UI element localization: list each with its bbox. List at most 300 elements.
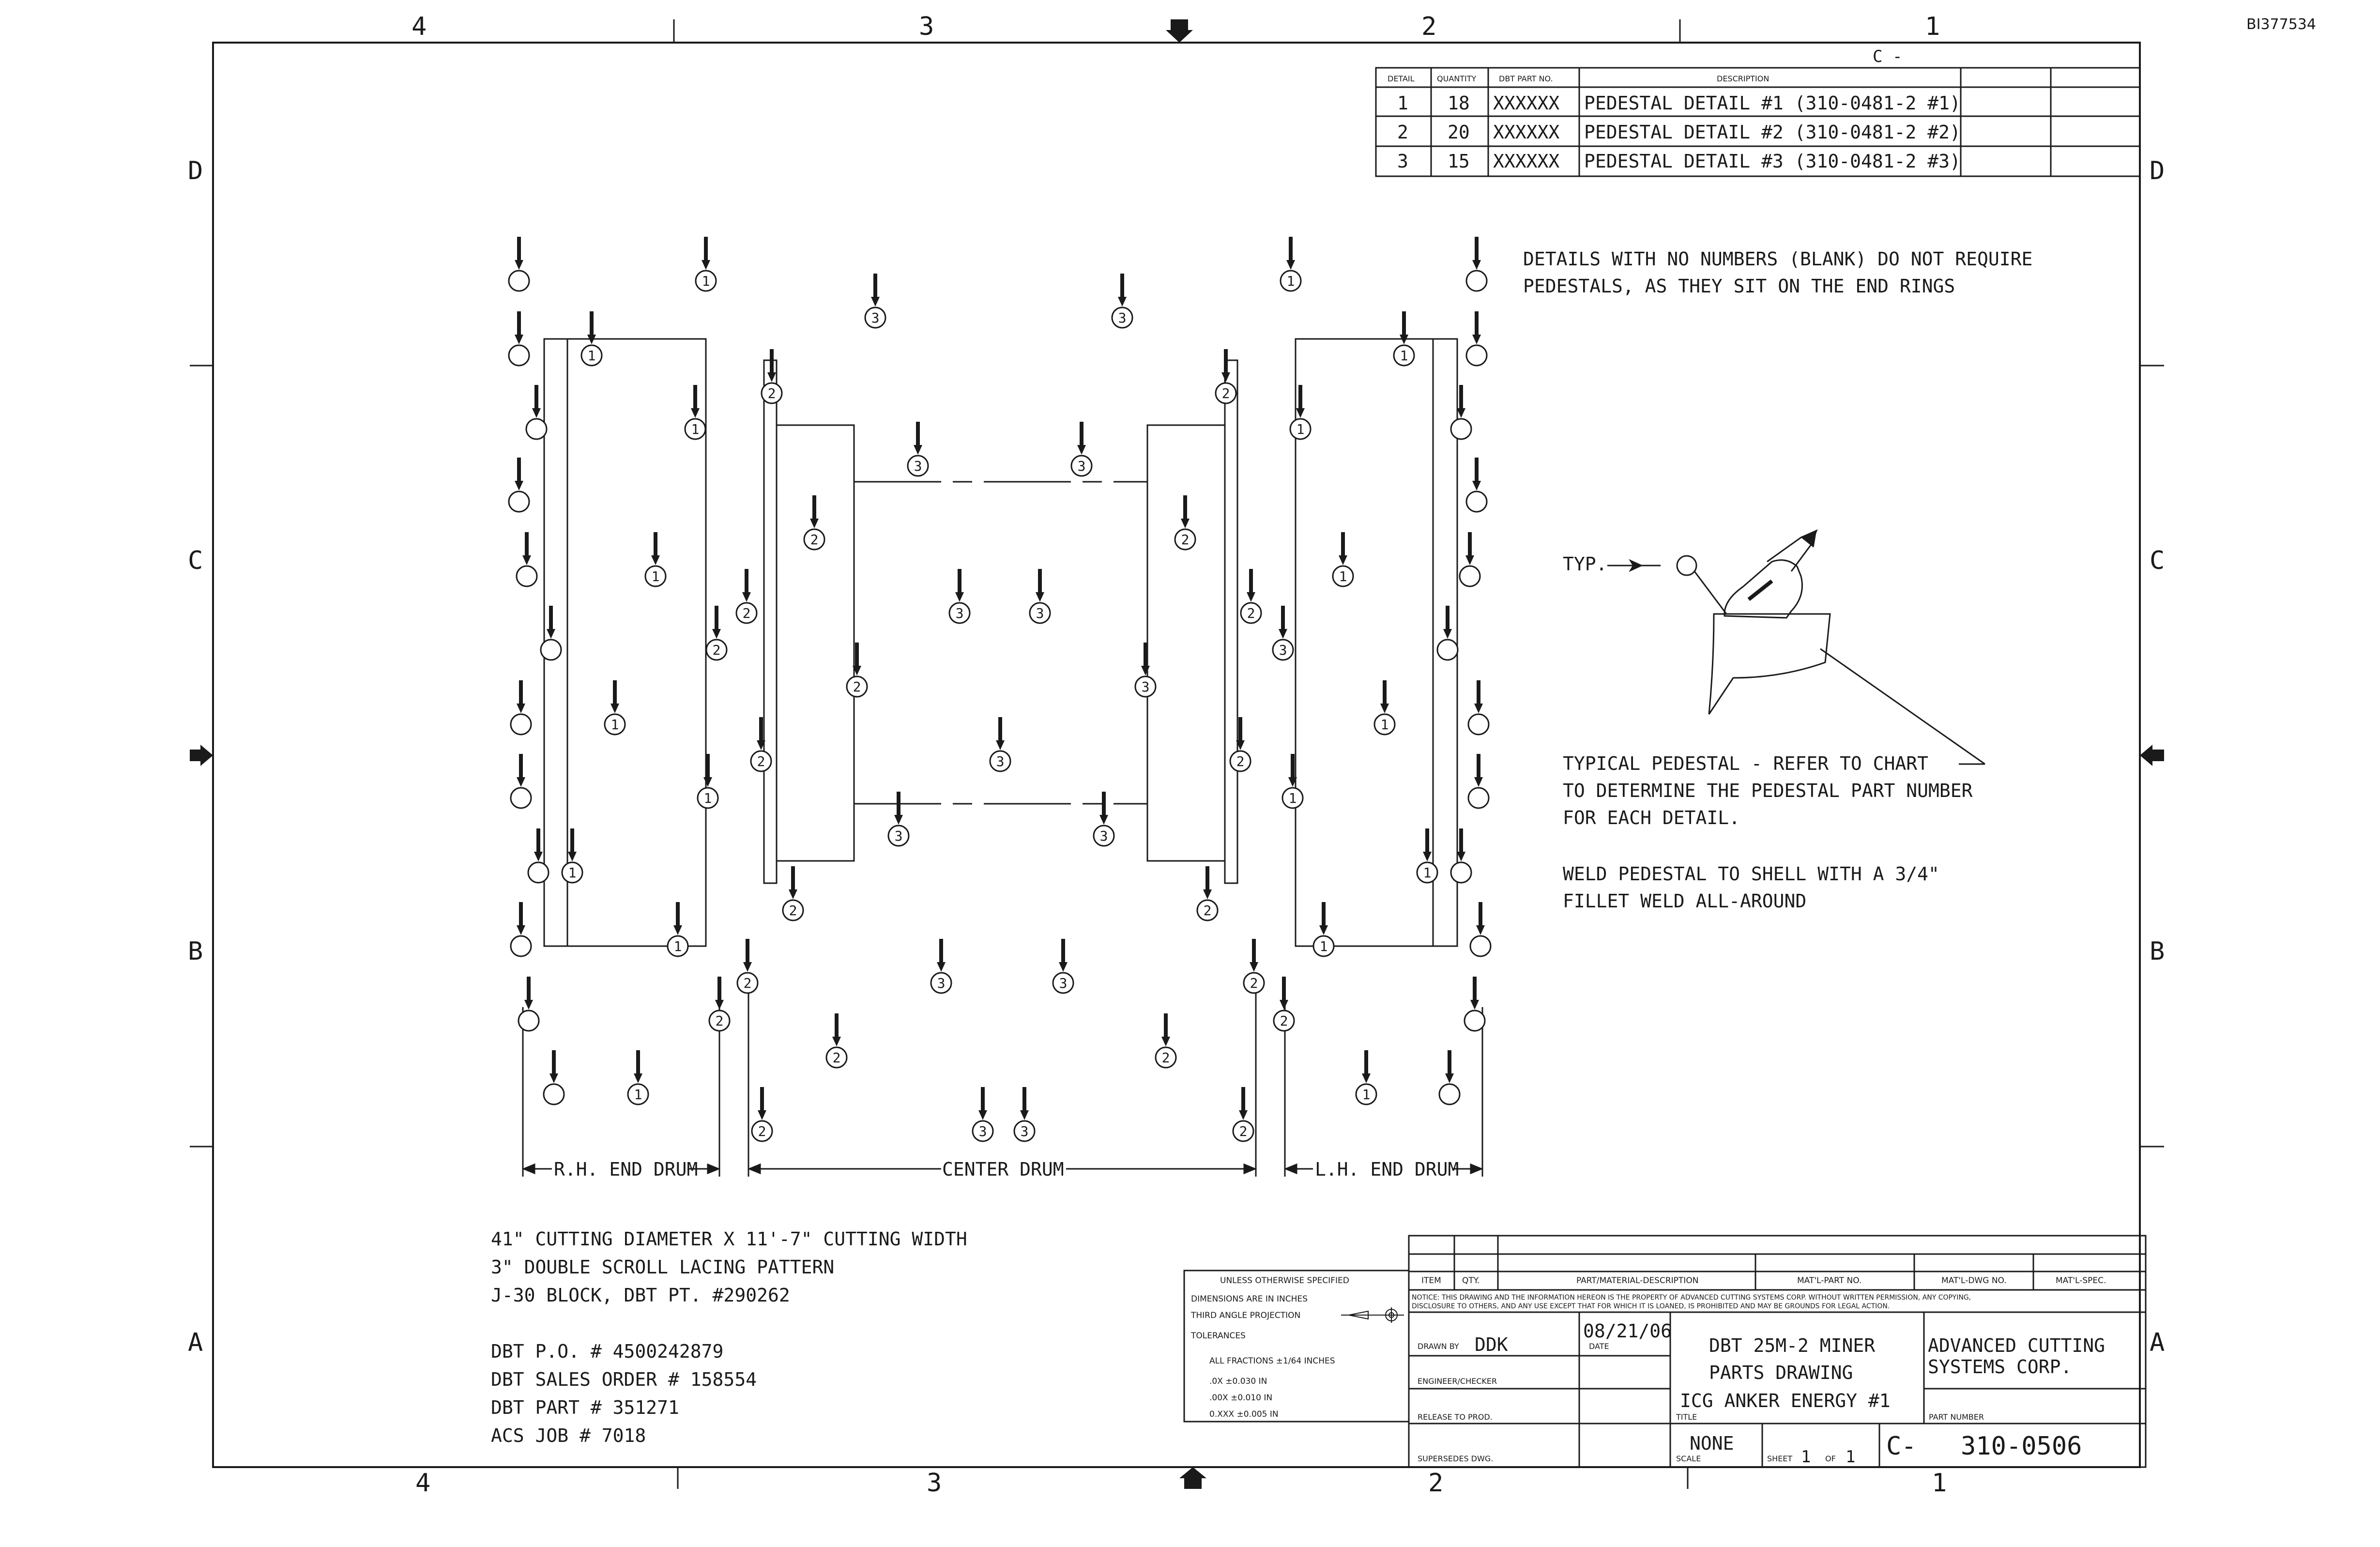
marker-arrowhead-icon (1161, 1037, 1170, 1046)
zone-row-left-C: C (188, 546, 203, 575)
note-weld-line2: FILLET WELD ALL-AROUND (1563, 890, 1807, 912)
marker-label: 1 (1286, 273, 1295, 289)
marker-arrow-icon (1477, 754, 1480, 778)
marker-arrow-icon (519, 680, 523, 705)
marker-label: 3 (1020, 1123, 1029, 1139)
table-row-2-qty: 20 (1448, 122, 1470, 143)
marker-arrow-icon (534, 385, 538, 409)
marker-circle (526, 419, 547, 439)
pedestal-marker-3 (1030, 569, 1050, 623)
marker-arrowhead-icon (1286, 260, 1295, 270)
tb-scale-label: SCALE (1676, 1454, 1701, 1463)
marker-arrow-icon (1448, 1050, 1451, 1074)
marker-arrowhead-icon (789, 889, 797, 899)
section-dimensions (523, 978, 1482, 1177)
pedestal-marker-2 (736, 569, 757, 623)
drum-outlines (544, 339, 1457, 946)
marker-arrow-icon (1205, 866, 1209, 890)
table-header-part: DBT PART NO. (1499, 74, 1553, 83)
marker-circle (509, 271, 529, 291)
marker-label: 1 (691, 421, 700, 437)
pedestal-marker-blank (1466, 458, 1487, 512)
marker-arrowhead-icon (1339, 555, 1347, 565)
marker-arrow-icon (1164, 1013, 1168, 1038)
pedestal-marker-2 (1241, 569, 1261, 623)
tb-col-spec: MAT'L-SPEC. (2056, 1276, 2106, 1286)
marker-arrowhead-icon (1280, 1000, 1288, 1010)
marker-circle (509, 345, 529, 366)
marker-arrowhead-icon (517, 925, 525, 935)
marker-arrowhead-icon (810, 519, 819, 528)
pedestal-table (1376, 47, 2140, 176)
pedestal-marker-1 (1333, 532, 1353, 586)
pedestal-marker-1 (562, 828, 582, 883)
zone-row-left-A: A (188, 1328, 203, 1357)
marker-arrowhead-icon (703, 777, 712, 787)
order-po: DBT P.O. # 4500242879 (491, 1341, 724, 1362)
tb-company-line2: SYSTEMS CORP. (1928, 1356, 2072, 1378)
marker-arrow-icon (1038, 569, 1042, 593)
pedestal-marker-blank (511, 754, 531, 808)
pedestal-marker-1 (628, 1050, 648, 1104)
note-typical-line2: TO DETERMINE THE PEDESTAL PART NUMBER (1563, 780, 1973, 801)
marker-arrow-icon (1446, 606, 1449, 630)
pedestal-marker-2 (1156, 1013, 1176, 1068)
pedestal-marker-3 (973, 1087, 993, 1141)
marker-arrow-icon (1252, 939, 1256, 963)
pedestal-marker-1 (645, 532, 666, 586)
marker-arrowhead-icon (1472, 335, 1481, 344)
marker-label: 1 (1296, 421, 1305, 437)
marker-label: 1 (634, 1087, 642, 1103)
pedestal-marker-2 (1197, 866, 1218, 920)
tb-col-item: ITEM (1421, 1276, 1441, 1286)
marker-arrowhead-icon (1141, 666, 1150, 675)
zone-col-bottom-3: 3 (927, 1469, 942, 1498)
marker-arrowhead-icon (524, 1000, 533, 1010)
tb-date: 08/21/06 (1583, 1320, 1672, 1342)
pedestal-marker-blank (1437, 606, 1458, 660)
marker-label: 3 (1141, 679, 1150, 695)
tb-projection: THIRD ANGLE PROJECTION (1191, 1311, 1301, 1320)
marker-arrowhead-icon (996, 740, 1005, 750)
marker-label: 2 (1239, 1123, 1248, 1139)
tb-supersedes-label: SUPERSEDES DWG. (1418, 1454, 1494, 1463)
marker-label: 2 (767, 385, 776, 401)
table-row-2-part: XXXXXX (1493, 122, 1560, 143)
pedestal-marker-1 (1313, 902, 1334, 956)
pedestal-marker-blank (528, 828, 549, 883)
pedestal-marker-2 (826, 1013, 847, 1068)
marker-arrow-icon (636, 1050, 640, 1074)
tb-drawing-no: 310-0506 (1961, 1432, 2082, 1461)
zone-col-bottom-1: 1 (1932, 1469, 1947, 1498)
order-info (491, 1341, 757, 1446)
marker-label: 2 (1236, 753, 1245, 769)
tb-part-number-label: PART NUMBER (1929, 1412, 1984, 1422)
tb-drawn-by: DDK (1475, 1334, 1508, 1355)
pedestal-marker-3 (908, 422, 928, 476)
marker-circle (1465, 1011, 1485, 1031)
zone-row-right-C: C (2150, 546, 2165, 575)
pedestal-marker-blank (1451, 385, 1471, 439)
note-blank-line1: DETAILS WITH NO NUMBERS (BLANK) DO NOT REQUIRE (1523, 248, 2033, 270)
tb-col-desc: PART/MATERIAL-DESCRIPTION (1576, 1276, 1699, 1286)
marker-circle (517, 566, 537, 586)
marker-arrow-icon (517, 458, 521, 482)
marker-circle (511, 936, 531, 956)
tb-notice-line1: NOTICE: THIS DRAWING AND THE INFORMATION HEREON IS THE PROPERTY OF ADVANCED CUTTING SYSTEMS CORP. WITHOUT WRITTEN PERMISSION, ANY COPYING, (1412, 1294, 1971, 1302)
tb-scale: NONE (1690, 1433, 1734, 1454)
marker-label: 3 (978, 1123, 987, 1139)
marker-arrowhead-icon (1099, 815, 1108, 825)
marker-arrowhead-icon (515, 481, 523, 490)
marker-arrowhead-icon (1465, 555, 1474, 565)
pedestal-marker-blank (1466, 237, 1487, 291)
marker-arrow-icon (706, 754, 710, 778)
pedestal-marker-1 (696, 237, 716, 291)
marker-arrow-icon (1425, 828, 1429, 853)
marker-arrow-icon (1475, 237, 1479, 261)
zone-col-top-3: 3 (919, 12, 934, 41)
zone-col-top-4: 4 (412, 12, 427, 41)
marker-label: 2 (715, 1013, 724, 1029)
marker-arrowhead-icon (1279, 629, 1287, 639)
marker-label: 1 (1400, 348, 1408, 364)
marker-arrow-icon (1241, 1087, 1245, 1111)
tb-dims: DIMENSIONS ARE IN INCHES (1191, 1294, 1308, 1304)
marker-arrow-icon (1282, 977, 1286, 1001)
marker-arrow-icon (1473, 977, 1477, 1001)
marker-arrowhead-icon (691, 408, 700, 418)
marker-arrowhead-icon (1380, 704, 1389, 713)
tb-engineer-label: ENGINEER/CHECKER (1418, 1377, 1497, 1386)
marker-arrowhead-icon (517, 704, 525, 713)
marker-arrowhead-icon (1239, 1110, 1248, 1120)
marker-label: 1 (673, 938, 682, 954)
tb-tolerances: TOLERANCES (1191, 1331, 1246, 1341)
marker-arrow-icon (715, 606, 718, 630)
table-row-1-qty: 18 (1448, 92, 1470, 114)
tb-sheet-label: SHEET (1767, 1454, 1793, 1463)
marker-arrow-icon (1022, 1087, 1026, 1111)
pedestal-marker-3 (888, 792, 909, 846)
marker-arrow-icon (1459, 828, 1463, 853)
marker-arrow-icon (1061, 939, 1065, 963)
marker-label: 1 (703, 790, 712, 806)
order-sales: DBT SALES ORDER # 158554 (491, 1369, 757, 1390)
pedestal-marker-blank (544, 1050, 564, 1104)
pedestal-marker-3 (1053, 939, 1073, 993)
marker-arrowhead-icon (522, 555, 531, 565)
marker-arrowhead-icon (1476, 925, 1485, 935)
marker-label: 3 (1077, 458, 1086, 474)
marker-label: 2 (1161, 1050, 1170, 1066)
pedestal-marker-2 (804, 495, 824, 550)
pedestal-marker-blank (517, 532, 537, 586)
marker-arrowhead-icon (894, 815, 903, 825)
marker-arrow-icon (717, 977, 721, 1001)
table-row-1-detail: 1 (1397, 92, 1408, 114)
tb-fractions: ALL FRACTIONS ±1/64 INCHES (1209, 1356, 1335, 1366)
pedestal-marker-2 (706, 606, 727, 660)
marker-arrowhead-icon (914, 445, 922, 455)
pedestal-marker-1 (668, 902, 688, 956)
marker-arrowhead-icon (1445, 1073, 1454, 1083)
pedestal-marker-3 (1094, 792, 1114, 846)
pedestal-marker-blank (509, 458, 529, 512)
center-arrow-top-icon (1166, 19, 1193, 43)
tb-notice-line2: DISCLOSURE TO OTHERS, AND ANY USE EXCEPT THAT FOR WHICH IT IS LOANED, IS PROHIBITED AND MAY BE GROUNDS FOR LEGAL ACTION. (1412, 1302, 1890, 1310)
table-row-3-qty: 15 (1448, 151, 1470, 172)
marker-arrowhead-icon (715, 1000, 724, 1010)
tb-title-line2: PARTS DRAWING (1709, 1362, 1853, 1383)
marker-arrow-icon (549, 606, 553, 630)
pedestal-marker-2 (847, 643, 867, 697)
pedestal-marker-blank (511, 902, 531, 956)
note-weld-line1: WELD PEDESTAL TO SHELL WITH A 3/4" (1563, 863, 1939, 885)
zone-col-bottom-2: 2 (1428, 1469, 1444, 1498)
note-typ: TYP. (1563, 553, 1607, 575)
end-drum-dashes (703, 339, 1296, 946)
marker-arrowhead-icon (832, 1037, 841, 1046)
pedestal-marker-blank (519, 977, 539, 1031)
table-header-description: DESCRIPTION (1717, 74, 1770, 83)
marker-label: 1 (1380, 717, 1389, 733)
pedestal-marker-1 (605, 680, 625, 735)
marker-circle (1466, 345, 1487, 366)
marker-label: 3 (937, 975, 946, 991)
marker-arrow-icon (1120, 274, 1124, 298)
marker-circle (519, 1011, 539, 1031)
order-part: DBT PART # 351271 (491, 1397, 679, 1418)
marker-arrowhead-icon (1181, 519, 1190, 528)
marker-arrow-icon (525, 532, 529, 556)
marker-label: 1 (1288, 790, 1297, 806)
marker-arrow-icon (1080, 422, 1083, 446)
marker-arrow-icon (897, 792, 900, 816)
pedestal-marker-3 (931, 939, 951, 993)
marker-arrow-icon (873, 274, 877, 298)
pedestal-marker-blank (1468, 680, 1489, 735)
marker-arrow-icon (759, 717, 763, 741)
pedestal-marker-blank (1439, 1050, 1460, 1104)
marker-arrowhead-icon (568, 852, 577, 861)
zone-row-right-B: B (2150, 937, 2165, 966)
marker-label: 1 (1423, 865, 1432, 881)
marker-circle (1437, 640, 1458, 660)
table-row-2-detail: 2 (1397, 122, 1408, 143)
pedestal-shell-icon (1709, 614, 1830, 714)
marker-arrow-icon (939, 939, 943, 963)
marker-arrowhead-icon (937, 962, 946, 972)
marker-arrow-icon (704, 237, 708, 261)
zone-row-right-A: A (2150, 1328, 2165, 1357)
marker-arrow-icon (1364, 1050, 1368, 1074)
spec-line2: 3" DOUBLE SCROLL LACING PATTERN (491, 1256, 835, 1278)
tb-tol-xx: .00X ±0.010 IN (1209, 1393, 1273, 1403)
marker-arrow-icon (855, 643, 859, 667)
drum-specs (491, 1228, 967, 1306)
marker-arrow-icon (746, 939, 749, 963)
marker-circle (509, 491, 529, 512)
marker-arrowhead-icon (1250, 962, 1258, 972)
pedestal-marker-2 (751, 717, 771, 771)
marker-label: 2 (810, 532, 819, 548)
marker-label: 3 (1279, 642, 1287, 658)
marker-arrowhead-icon (1077, 445, 1086, 455)
marker-label: 2 (712, 642, 721, 658)
marker-arrow-icon (1102, 792, 1106, 816)
pedestal-marker-3 (1273, 606, 1293, 660)
marker-label: 2 (1250, 975, 1258, 991)
marker-arrowhead-icon (634, 1073, 642, 1083)
tb-size: C- (1886, 1432, 1917, 1461)
marker-label: 2 (757, 753, 765, 769)
tb-col-partno: MAT'L-PART NO. (1797, 1276, 1862, 1286)
marker-arrow-icon (791, 866, 795, 890)
marker-label: 1 (1339, 568, 1347, 584)
tb-company-line1: ADVANCED CUTTING (1928, 1335, 2105, 1356)
marker-label: 2 (742, 605, 751, 621)
note-typical-line3: FOR EACH DETAIL. (1563, 807, 1740, 828)
marker-arrow-icon (760, 1087, 764, 1111)
table-row-3-detail: 3 (1397, 151, 1408, 172)
marker-arrowhead-icon (549, 1073, 558, 1083)
typical-pedestal-illustration (1607, 531, 1985, 764)
marker-arrowhead-icon (515, 335, 523, 344)
tb-title-line1: DBT 25M-2 MINER (1709, 1335, 1876, 1356)
marker-label: 1 (702, 273, 710, 289)
marker-arrow-icon (1322, 902, 1326, 926)
marker-arrowhead-icon (1362, 1073, 1371, 1083)
marker-arrow-icon (613, 680, 617, 705)
marker-arrow-icon (552, 1050, 556, 1074)
pedestal-marker-3 (990, 717, 1010, 771)
pedestal-marker-2 (1233, 1087, 1253, 1141)
marker-circle (1460, 566, 1480, 586)
pedestal-marker-blank (509, 237, 529, 291)
marker-arrowhead-icon (517, 777, 525, 787)
marker-arrowhead-icon (742, 592, 751, 602)
marker-arrow-icon (1298, 385, 1302, 409)
marker-arrow-icon (1402, 311, 1406, 336)
marker-arrow-icon (1224, 349, 1228, 373)
pedestal-marker-blank (1470, 902, 1491, 956)
tb-title-line3: ICG ANKER ENERGY #1 (1680, 1390, 1891, 1411)
pedestal-marker-1 (1374, 680, 1395, 735)
marker-arrow-icon (1479, 902, 1482, 926)
marker-arrow-icon (745, 569, 748, 593)
table-row-3-part: XXXXXX (1493, 151, 1560, 172)
marker-arrowhead-icon (1423, 852, 1432, 861)
marker-arrowhead-icon (1118, 297, 1127, 306)
pedestal-marker-2 (737, 939, 758, 993)
marker-circle (1468, 788, 1489, 808)
marker-arrowhead-icon (1203, 889, 1212, 899)
marker-circle (1466, 271, 1487, 291)
table-header-detail: DETAIL (1388, 74, 1415, 83)
marker-arrowhead-icon (515, 260, 523, 270)
marker-arrowhead-icon (1472, 260, 1481, 270)
marker-label: 3 (894, 828, 903, 844)
tb-col-qty: QTY. (1462, 1276, 1480, 1286)
marker-arrow-icon (570, 828, 574, 853)
table-row-3-desc: PEDESTAL DETAIL #3 (310-0481-2 #3) (1584, 151, 1961, 172)
marker-arrowhead-icon (1443, 629, 1452, 639)
marker-arrow-icon (1477, 680, 1480, 705)
marker-arrowhead-icon (978, 1110, 987, 1120)
pedestal-marker-1 (1281, 237, 1301, 291)
marker-arrow-icon (590, 311, 594, 336)
marker-arrow-icon (981, 1087, 985, 1111)
marker-arrow-icon (1459, 385, 1463, 409)
marker-label: 2 (1280, 1013, 1288, 1029)
pedestal-marker-blank (1466, 311, 1487, 366)
table-row-2-desc: PEDESTAL DETAIL #2 (310-0481-2 #2) (1584, 122, 1961, 143)
pedestal-marker-blank (1451, 828, 1471, 883)
tb-col-dwg: MAT'L-DWG NO. (1941, 1276, 2007, 1286)
pedestal-marker-3 (1135, 643, 1156, 697)
marker-arrowhead-icon (767, 372, 776, 382)
marker-arrow-icon (1475, 458, 1479, 482)
marker-arrowhead-icon (1020, 1110, 1029, 1120)
zone-row-left-B: B (188, 937, 203, 966)
marker-label: 3 (1036, 605, 1044, 621)
section-label-lh: L.H. END DRUM (1315, 1159, 1459, 1180)
marker-arrow-icon (1341, 532, 1345, 556)
marker-arrow-icon (676, 902, 680, 926)
pedestal-marker-2 (783, 866, 803, 920)
zone-row-left-D: D (188, 156, 203, 185)
marker-label: 2 (1203, 903, 1212, 919)
marker-arrowhead-icon (1059, 962, 1068, 972)
marker-circle (528, 862, 549, 883)
marker-arrow-icon (998, 717, 1002, 741)
spec-line1: 41" CUTTING DIAMETER X 11'-7" CUTTING WIDTH (491, 1228, 967, 1250)
marker-arrow-icon (519, 902, 523, 926)
marker-circle (1451, 419, 1471, 439)
marker-arrow-icon (958, 569, 961, 593)
pedestal-marker-2 (1244, 939, 1264, 993)
marker-label: 1 (1319, 938, 1328, 954)
pedestal-marker-2 (709, 977, 730, 1031)
marker-circle (1466, 491, 1487, 512)
marker-circle (1439, 1084, 1460, 1104)
pedestal-marker-3 (1014, 1087, 1035, 1141)
pedestal-marker-1 (1417, 828, 1437, 883)
pedestal-marker-2 (752, 1087, 772, 1141)
table-revision: C - (1873, 47, 1903, 66)
pedestal-marker-3 (1071, 422, 1092, 476)
marker-arrow-icon (1475, 311, 1479, 336)
zone-col-top-1: 1 (1925, 12, 1940, 41)
document-id: BI377534 (2246, 16, 2316, 33)
marker-label: 3 (871, 310, 880, 326)
marker-label: 3 (914, 458, 922, 474)
marker-label: 3 (1059, 975, 1068, 991)
tb-title-label: TITLE (1676, 1412, 1697, 1422)
marker-arrow-icon (536, 828, 540, 853)
marker-arrow-icon (654, 532, 657, 556)
pedestal-marker-3 (865, 274, 885, 328)
tb-tol-xxx: 0.XXX ±0.005 IN (1209, 1409, 1279, 1419)
pedestal-marker-blank (509, 311, 529, 366)
pedestal-marker-2 (1175, 495, 1195, 550)
marker-arrowhead-icon (651, 555, 660, 565)
tb-unless: UNLESS OTHERWISE SPECIFIED (1220, 1276, 1349, 1286)
marker-arrowhead-icon (1457, 852, 1465, 861)
